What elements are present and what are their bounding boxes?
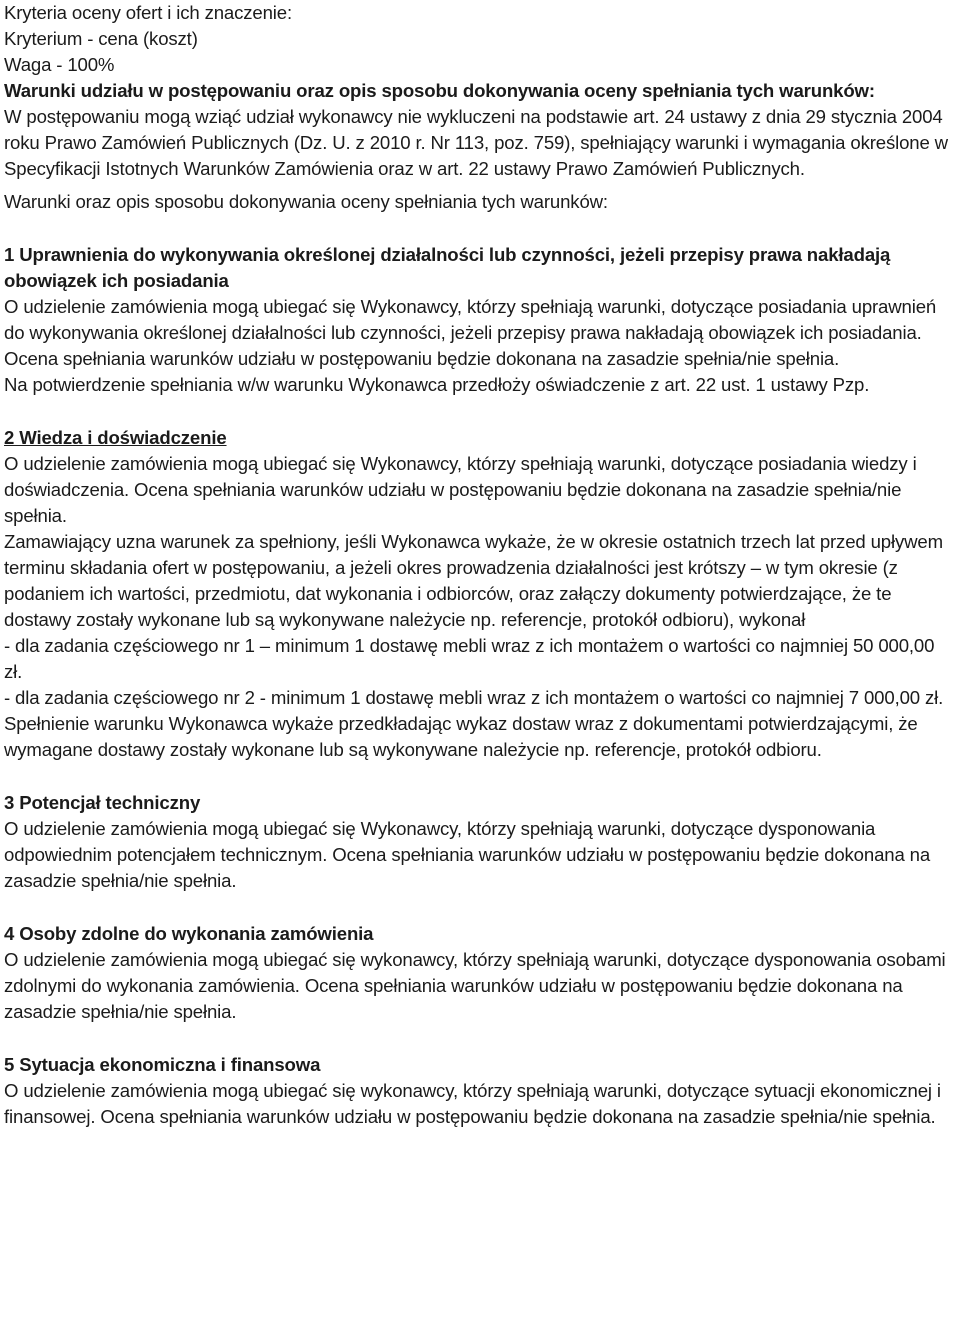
weight-line: Waga - 100%	[4, 54, 115, 75]
section-2-requirement: Zamawiający uzna warunek za spełniony, jeśli Wykonawca wykaże, że w okresie ostatnich trzech lat przed upływem terminu składania ofert w postępowaniu, a jeżeli okres prowadzenia działalności jest krótszy – w tym okresie (z podaniem ich wartości, przedmiotu, dat wykonania i odbiorców, oraz załączy dokumenty potwierdzające, że te dostawy zostały wykonane lub są wykonywane należycie np. referencje, protokół odbioru), wykonał	[4, 531, 943, 630]
conditions-subheading: Warunki oraz opis sposobu dokonywania oceny spełniania tych warunków:	[4, 191, 608, 212]
section-2-fulfilment: Spełnienie warunku Wykonawca wykaże przedkładając wykaz dostaw wraz z dokumentami potwierdzającymi, że wymagane dostawy zostały wykonane lub są wykonywane należycie np. referencje, protokół odbioru.	[4, 713, 918, 760]
intro-paragraph: W postępowaniu mogą wziąć udział wykonawcy nie wykluczeni na podstawie art. 24 ustawy z dnia 29 stycznia 2004 roku Prawo Zamówień Publicznych (Dz. U. z 2010 r. Nr 113, poz. 759), spełniający warunki i wymagania określone w Specyfikacji Istotnych Warunków Zamówienia oraz w art. 22 ustawy Prawo Zamówień Publicznych.	[4, 106, 948, 179]
section-5-body: O udzielenie zamówienia mogą ubiegać się wykonawcy, którzy spełniają warunki, dotyczące sytuacji ekonomicznej i finansowej. Ocena spełniania warunków udziału w postępowaniu będzie dokonana na zasadzie spełnia/nie spełnia.	[4, 1080, 941, 1127]
section-3-heading: 3 Potencjał techniczny	[4, 792, 201, 813]
criteria-title: Kryteria oceny ofert i ich znaczenie:	[4, 2, 292, 23]
section-2-heading: 2 Wiedza i doświadczenie	[4, 427, 227, 448]
section-3-body: O udzielenie zamówienia mogą ubiegać się Wykonawcy, którzy spełniają warunki, dotyczące dysponowania odpowiednim potencjałem technicznym. Ocena spełniania warunków udziału w postępowaniu będzie dokonana na zasadzie spełnia/nie spełnia.	[4, 818, 931, 891]
section-4-body: O udzielenie zamówienia mogą ubiegać się wykonawcy, którzy spełniają warunki, dotyczące dysponowania osobami zdolnymi do wykonania zamówienia. Ocena spełniania warunków udziału w postępowaniu będzie dokonana na zasadzie spełnia/nie spełnia.	[4, 949, 946, 1022]
conditions-heading: Warunki udziału w postępowaniu oraz opis sposobu dokonywania oceny spełniania tych warunków:	[4, 80, 875, 101]
section-1-confirmation: Na potwierdzenie spełniania w/w warunku Wykonawca przedłoży oświadczenie z art. 22 ust. 1 ustawy Pzp.	[4, 374, 870, 395]
section-2-task-2: - dla zadania częściowego nr 2 - minimum 1 dostawę mebli wraz z ich montażem o wartości co najmniej 7 000,00 zł.	[4, 687, 944, 708]
section-5-heading: 5 Sytuacja ekonomiczna i finansowa	[4, 1054, 321, 1075]
section-1-body: O udzielenie zamówienia mogą ubiegać się Wykonawcy, którzy spełniają warunki, dotyczące posiadania uprawnień do wykonywania określonej działalności lub czynności, jeżeli przepisy prawa nakładają obowiązek ich posiadania. Ocena spełniania warunków udziału w postępowaniu będzie dokonana na zasadzie spełnia/nie spełnia.	[4, 296, 937, 369]
section-2-body: O udzielenie zamówienia mogą ubiegać się Wykonawcy, którzy spełniają warunki, dotyczące posiadania wiedzy i doświadczenia. Ocena spełniania warunków udziału w postępowaniu będzie dokonana na zasadzie spełnia/nie spełnia.	[4, 453, 917, 526]
criterion-line: Kryterium - cena (koszt)	[4, 28, 198, 49]
section-4-heading: 4 Osoby zdolne do wykonania zamówienia	[4, 923, 374, 944]
section-1-heading: 1 Uprawnienia do wykonywania określonej działalności lub czynności, jeżeli przepisy prawa nakładają obowiązek ich posiadania	[4, 244, 891, 291]
section-2-task-1: - dla zadania częściowego nr 1 – minimum 1 dostawę mebli wraz z ich montażem o wartości co najmniej 50 000,00 zł.	[4, 635, 935, 682]
